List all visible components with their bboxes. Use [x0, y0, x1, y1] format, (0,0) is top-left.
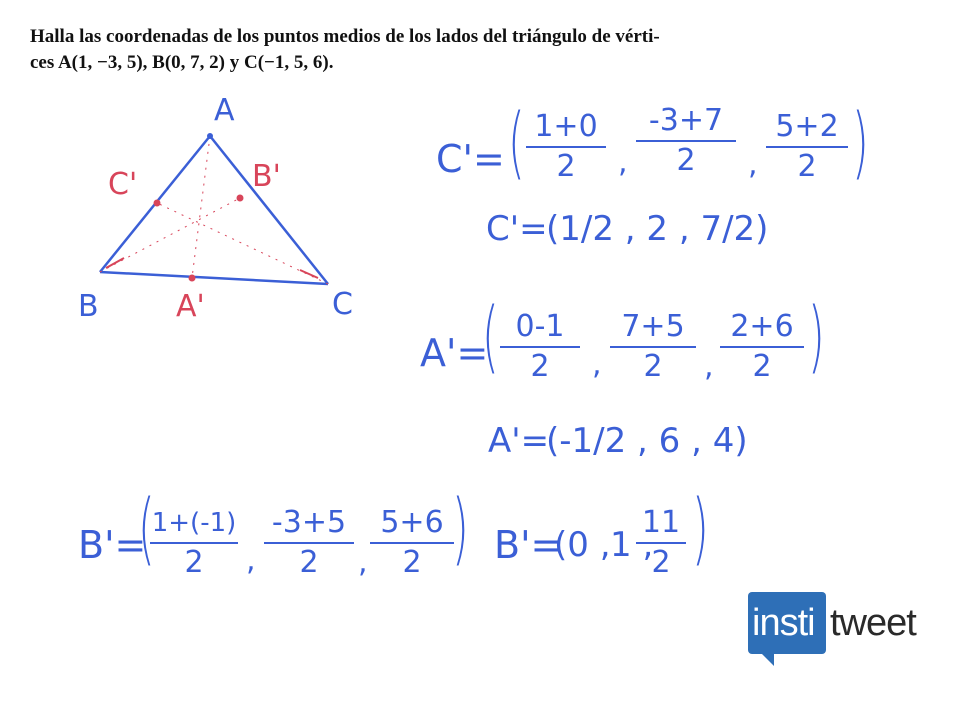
- b-prime-result-y: 1 ,: [610, 525, 654, 565]
- problem-line-2: ces A(1, −3, 5), B(0, 7, 2) y C(−1, 5, 6).: [30, 52, 334, 73]
- comma: ,: [748, 147, 758, 182]
- problem-line-1: Halla las coordenadas de los puntos medios de los lados del triángulo de vérti-: [30, 26, 660, 47]
- midpoint-c-label: C': [108, 167, 138, 202]
- c-prime-y-den: 2: [676, 143, 696, 178]
- b-prime-label: B'=: [78, 523, 147, 567]
- fraction-bar: [264, 542, 354, 544]
- a-prime-x-den: 2: [530, 349, 550, 384]
- midpoint-c-dot: [154, 200, 161, 207]
- vertex-a-dot: [207, 133, 213, 139]
- b-prime-x-num: 1+(-1): [151, 508, 237, 538]
- a-prime-open-paren: (: [482, 292, 499, 382]
- institweet-logo: [748, 584, 948, 668]
- vertex-b-label: B: [78, 289, 99, 324]
- fraction-bar: [150, 542, 238, 544]
- a-prime-y-num: 7+5: [621, 309, 685, 344]
- c-prime-z-den: 2: [797, 149, 817, 184]
- b-prime-y-fraction: [264, 506, 354, 580]
- fraction-bar: [636, 140, 736, 142]
- b-prime-y-den: 2: [299, 545, 319, 580]
- fraction-bar: [636, 542, 686, 544]
- b-prime-result-z-fraction: [636, 506, 686, 580]
- a-prime-label: A'=: [420, 331, 489, 375]
- midpoint-b-dot: [237, 195, 244, 202]
- a-prime-close-paren: ): [808, 292, 825, 382]
- vertex-a-label: A: [214, 93, 235, 128]
- a-prime-z-den: 2: [752, 349, 772, 384]
- b-prime-open-paren: (: [138, 484, 155, 574]
- b-prime-z-fraction: [370, 506, 454, 580]
- b-prime-result-z-num: 11: [641, 505, 681, 540]
- midpoint-a-dot: [189, 275, 196, 282]
- fraction-bar: [526, 146, 606, 148]
- b-prime-y-num: -3+5: [271, 505, 347, 540]
- a-prime-y-fraction: [610, 310, 696, 384]
- comma: ,: [704, 349, 714, 384]
- comma: ,: [246, 543, 256, 578]
- b-prime-z-num: 5+6: [380, 505, 444, 540]
- logo-text-rest: tweet: [830, 602, 916, 644]
- median-c-tick: [300, 270, 318, 278]
- c-prime-y-fraction: [636, 104, 736, 178]
- comma: ,: [592, 347, 602, 382]
- median-b: [100, 198, 240, 272]
- c-prime-z-fraction: [766, 110, 848, 184]
- b-prime-result-close-paren: ): [692, 484, 709, 574]
- b-prime-x-fraction: [150, 506, 238, 580]
- b-prime-close-paren: ): [452, 484, 469, 574]
- comma: ,: [358, 545, 368, 580]
- fraction-bar: [610, 346, 696, 348]
- a-prime-result: (-1/2 , 6 , 4): [546, 421, 748, 461]
- fraction-bar: [370, 542, 454, 544]
- c-prime-x-den: 2: [556, 149, 576, 184]
- fraction-bar: [766, 146, 848, 148]
- a-prime-y-den: 2: [643, 349, 663, 384]
- a-prime-z-num: 2+6: [730, 309, 794, 344]
- a-prime-result-label: A'=: [488, 421, 550, 461]
- side-bc: [100, 272, 328, 284]
- logo-text-boxed: insti: [752, 602, 815, 644]
- c-prime-x-fraction: [526, 110, 606, 184]
- c-prime-result-label: C'=: [486, 209, 548, 249]
- comma: ,: [618, 145, 628, 180]
- midpoint-b-label: B': [252, 159, 281, 194]
- a-prime-x-num: 0-1: [515, 309, 565, 344]
- c-prime-label: C'=: [436, 137, 505, 181]
- fraction-bar: [500, 346, 580, 348]
- c-prime-close-paren: ): [852, 98, 869, 188]
- logo-speech-tail: [758, 650, 774, 666]
- median-a: [192, 136, 210, 278]
- fraction-bar: [720, 346, 804, 348]
- b-prime-z-den: 2: [402, 545, 422, 580]
- c-prime-x-num: 1+0: [534, 109, 598, 144]
- b-prime-x-den: 2: [184, 545, 204, 580]
- c-prime-z-num: 5+2: [775, 109, 839, 144]
- b-prime-result-x: (0 ,: [554, 525, 611, 565]
- b-prime-result-z-den: 2: [651, 545, 671, 580]
- a-prime-z-fraction: [720, 310, 804, 384]
- b-prime-result-label: B'=: [494, 523, 563, 567]
- c-prime-y-num: -3+7: [648, 103, 724, 138]
- vertex-c-label: C: [332, 287, 353, 322]
- c-prime-open-paren: (: [508, 98, 525, 188]
- a-prime-x-fraction: [500, 310, 580, 384]
- midpoint-a-label: A': [176, 289, 205, 324]
- c-prime-result: (1/2 , 2 , 7/2): [546, 209, 769, 249]
